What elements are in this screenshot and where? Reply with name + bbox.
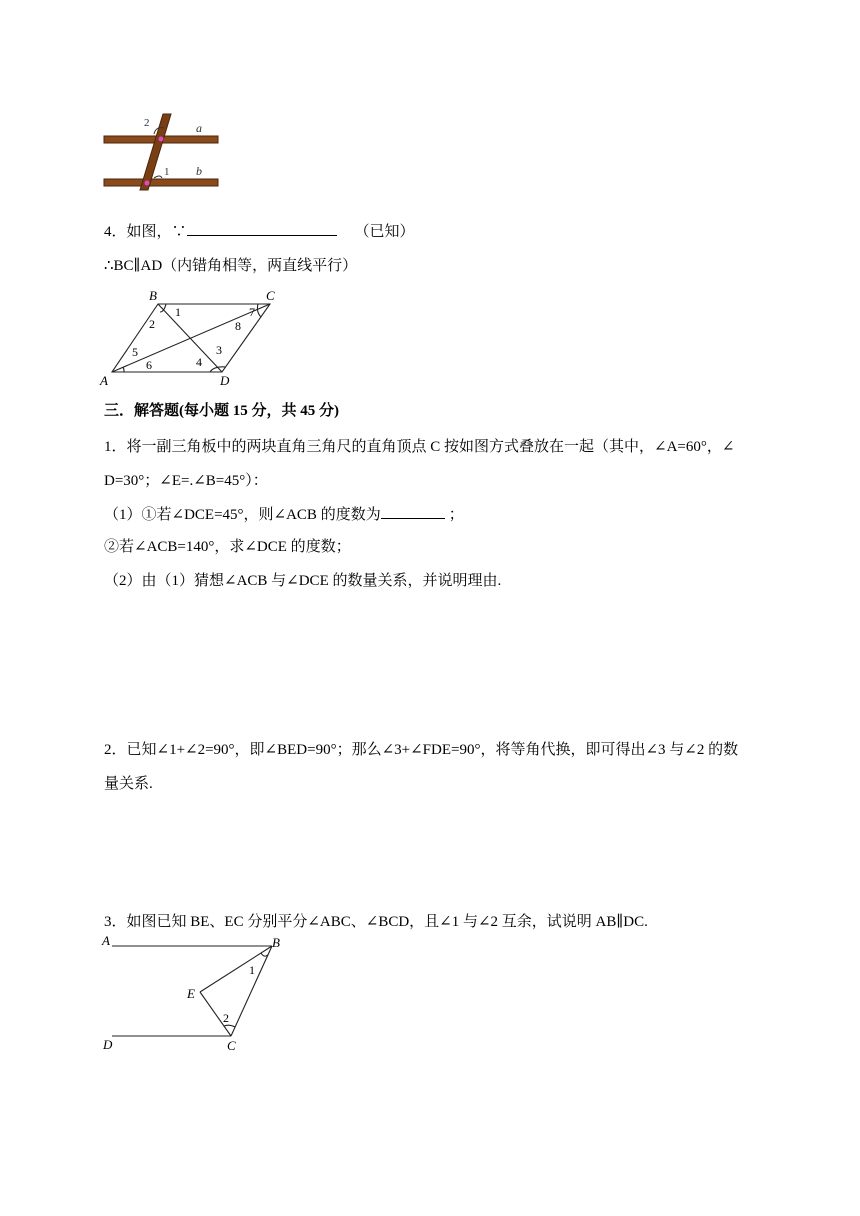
intersection-point-bottom xyxy=(145,181,150,186)
q4-conclusion: ∴BC∥AD（内错角相等，两直线平行） xyxy=(104,258,358,274)
p1-sub1-prefix: （1）①若∠DCE=45°，则∠ACB 的度数为 xyxy=(104,507,381,523)
parallel-rails-figure xyxy=(98,112,228,194)
angle-label-4: 4 xyxy=(196,355,202,369)
angle-arc-2 xyxy=(224,1025,235,1027)
vertex-label-b: B xyxy=(272,935,280,950)
angle-label-3: 3 xyxy=(216,343,222,357)
intersection-point-top xyxy=(159,137,164,142)
vertex-label-c: C xyxy=(227,1038,236,1053)
p1-sub3: （2）由（1）猜想∠ACB 与∠DCE 的数量关系，并说明理由. xyxy=(104,573,502,589)
angle-label-2: 2 xyxy=(149,317,155,331)
line-label-b: b xyxy=(196,164,202,178)
p1-answer-blank[interactable] xyxy=(381,518,445,519)
angle-arc-c xyxy=(257,304,261,317)
p1-sub2: ②若∠ACB=140°，求∠DCE 的度数； xyxy=(104,539,351,555)
angle-label-1: 1 xyxy=(164,166,170,178)
trapezoid-figure xyxy=(98,932,288,1054)
vertex-label-a: A xyxy=(100,373,108,388)
p1-sub1-suffix: ； xyxy=(448,507,464,523)
parallelogram-figure xyxy=(98,286,288,390)
section-heading: 三．解答题(每小题 15 分，共 45 分) xyxy=(104,403,339,419)
diagonal-bd xyxy=(158,304,222,372)
angle-label-1: 1 xyxy=(175,305,181,319)
angle-label-7: 7 xyxy=(249,305,255,319)
angle-1-arc xyxy=(154,176,162,178)
vertex-label-b: B xyxy=(149,288,157,303)
angle-label-2: 2 xyxy=(223,1011,229,1025)
p1-line1: 1．将一副三角板中的两块直角三角尺的直角顶点 C 按如图方式叠放在一起（其中，∠A=60°，∠ xyxy=(104,439,735,455)
q4-answer-blank[interactable] xyxy=(187,235,337,236)
vertex-label-c: C xyxy=(266,288,275,303)
vertex-label-a: A xyxy=(102,933,110,948)
q4-statement xyxy=(104,222,415,242)
angle-label-8: 8 xyxy=(235,319,241,333)
angle-arc-1 xyxy=(261,953,268,956)
p1-line2: D=30°；∠E=.∠B=45°）： xyxy=(104,473,268,489)
angle-label-2: 2 xyxy=(144,117,150,129)
q4-suffix: （已知） xyxy=(354,224,415,240)
rail-b xyxy=(104,179,218,186)
vertex-label-d: D xyxy=(103,1037,113,1052)
angle-label-1: 1 xyxy=(249,963,255,977)
p3-line1: 3．如图已知 BE、EC 分别平分∠ABC、∠BCD，且∠1 与∠2 互余，试说明 AB∥DC. xyxy=(104,914,648,930)
p1-sub1 xyxy=(104,505,464,525)
vertex-label-e: E xyxy=(187,986,195,1001)
angle-label-5: 5 xyxy=(132,345,138,359)
line-label-a: a xyxy=(196,121,202,135)
p2-line1: 2．已知∠1+∠2=90°，即∠BED=90°；那么∠3+∠FDE=90°，将等角代换，即可得出∠3 与∠2 的数 xyxy=(104,742,739,758)
angle-label-6: 6 xyxy=(146,358,152,372)
q4-prefix: 4．如图，∵ xyxy=(104,224,187,240)
p2-line2: 量关系. xyxy=(104,776,153,792)
vertex-label-d: D xyxy=(220,373,230,388)
angle-arc-a xyxy=(122,368,124,373)
